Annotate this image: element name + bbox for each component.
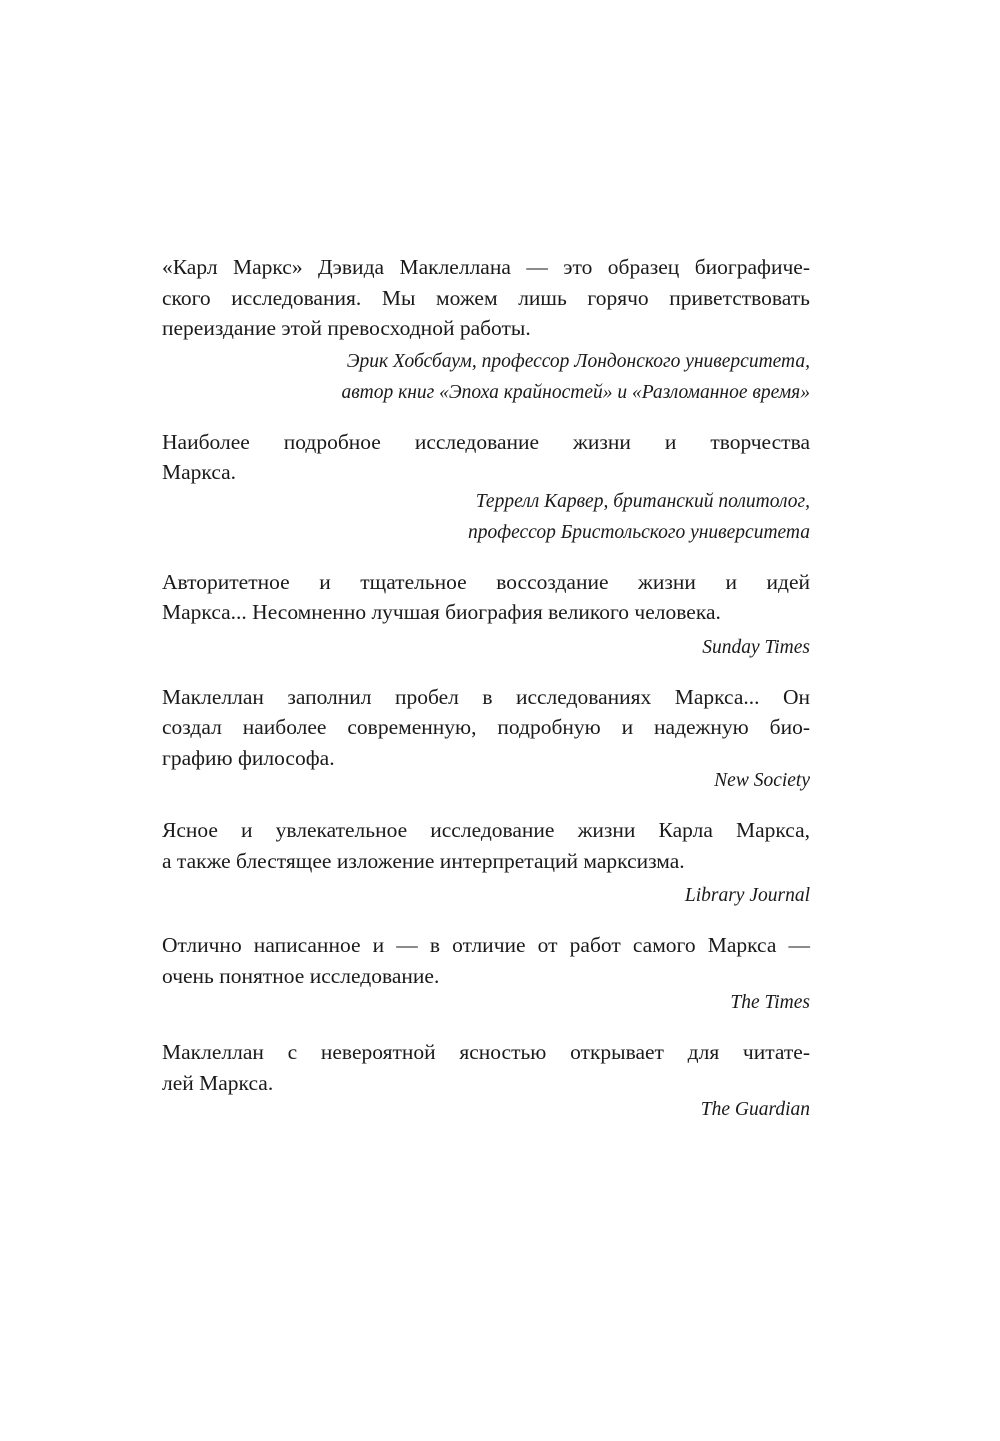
quote-line: Отлично написанное и — в отличие от работ самого Маркса — <box>162 933 810 957</box>
source-line: The Guardian <box>700 1099 810 1120</box>
review-quote <box>162 252 810 344</box>
quote-line: Наиболее подробное исследование жизни и творчества <box>162 429 810 454</box>
quote-line: переиздание этой превосходной работы. <box>162 316 531 340</box>
source-line: Террелл Карвер, британский политолог, <box>475 490 810 512</box>
review-hobsbawm <box>162 252 810 408</box>
review-source <box>162 632 810 663</box>
source-line: Library Journal <box>684 885 810 906</box>
review-quote <box>162 427 810 488</box>
source-line: автор книг «Эпоха крайностей» и «Разломанное время» <box>341 381 810 403</box>
quote-line: графию философа. <box>162 745 335 770</box>
review-quote <box>162 930 810 991</box>
quote-line: а также блестящее изложение интерпретаций марксизма. <box>162 848 685 873</box>
review-source <box>162 346 810 408</box>
quote-line: ского исследования. Мы можем лишь горячо приветствовать <box>162 285 810 310</box>
quote-line: Авторитетное и тщательное воссоздание жизни и идей <box>162 569 810 594</box>
review-the-guardian <box>162 1037 810 1125</box>
review-quote <box>162 567 810 628</box>
quote-line: лей Маркса. <box>162 1070 274 1095</box>
review-quote <box>162 1037 810 1098</box>
review-source <box>162 1094 810 1125</box>
praise-page <box>162 252 810 1125</box>
review-quote <box>162 815 810 876</box>
review-the-times <box>162 930 810 1018</box>
review-sunday-times <box>162 567 810 663</box>
quote-line: «Карл Маркс» Дэвида Маклеллана — это образец биографиче- <box>162 255 810 279</box>
review-quote <box>162 682 810 774</box>
review-source <box>162 987 810 1018</box>
source-line: The Times <box>730 992 810 1013</box>
quote-line: создал наиболее современную, подробную и надежную био- <box>162 715 810 739</box>
quote-line: Маклеллан с невероятной ясностью открывает для читате- <box>162 1040 810 1064</box>
review-source <box>162 486 810 548</box>
quote-line: очень понятное исследование. <box>162 963 440 988</box>
source-line: New Society <box>714 770 810 791</box>
source-line: профессор Бристольского университета <box>468 521 810 543</box>
review-carver <box>162 427 810 548</box>
quote-line: Ясное и увлекательное исследование жизни Карла Маркса, <box>162 818 810 842</box>
review-new-society <box>162 682 810 797</box>
quote-line: Маркса... Несомненно лучшая биография великого человека. <box>162 600 721 624</box>
source-line: Sunday Times <box>702 636 810 658</box>
quote-line: Маклеллан заполнил пробел в исследованиях Маркса... Он <box>162 684 810 709</box>
source-line: Эрик Хобсбаум, профессор Лондонского университета, <box>346 350 810 372</box>
review-library-journal <box>162 815 810 911</box>
review-source <box>162 880 810 911</box>
quote-line: Маркса. <box>162 460 237 484</box>
